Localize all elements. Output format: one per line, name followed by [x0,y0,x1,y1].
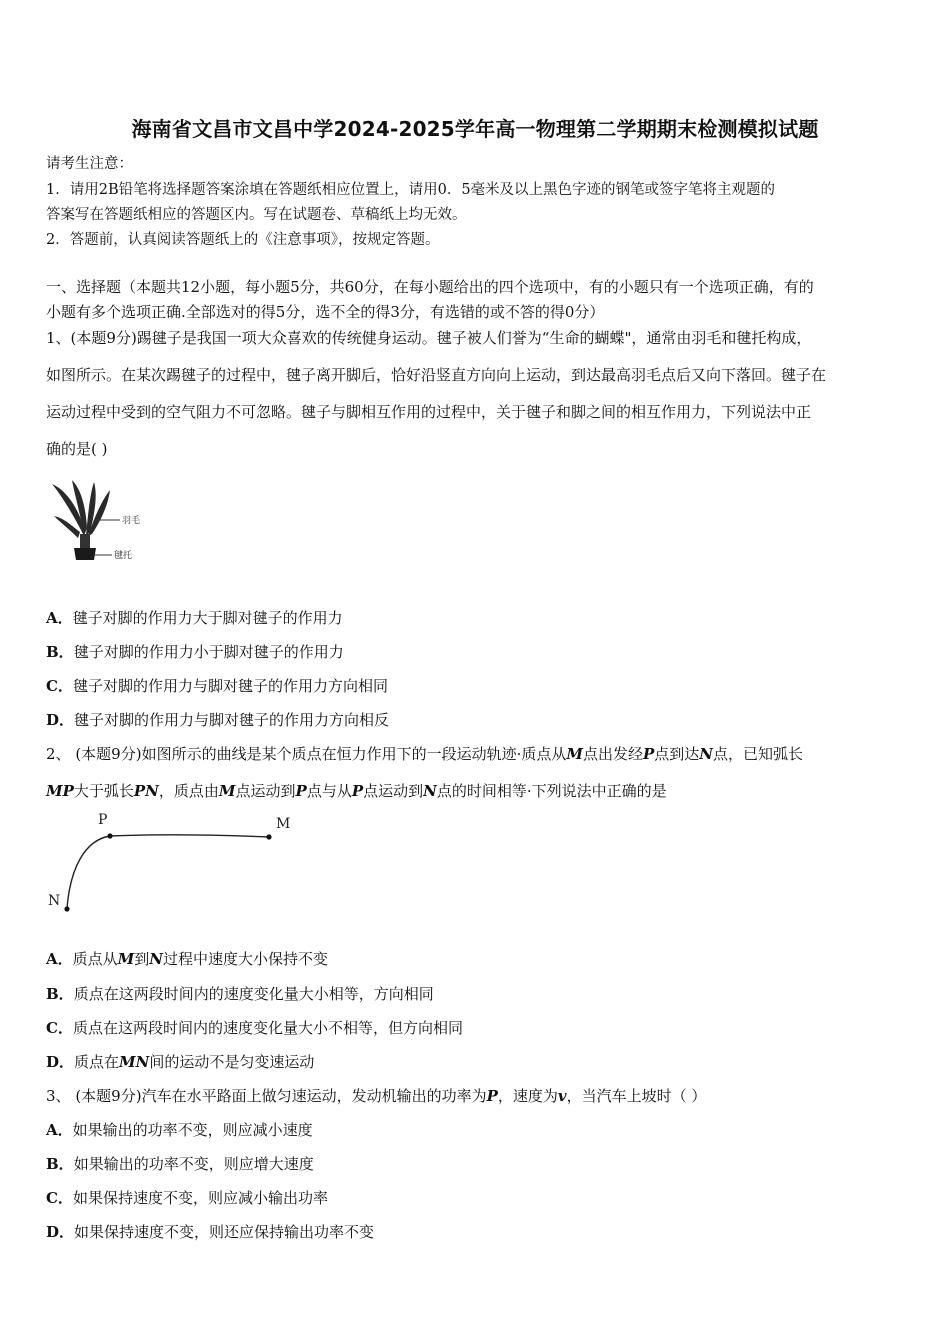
shuttlecock-figure [44,476,154,570]
notice-line-1a: 1．请用2B铅笔将选择题答案涂填在答题纸相应位置上，请用0．5毫米及以上黑色字迹的钢笔或签字笔将主观题的 [46,182,776,198]
trajectory-figure [40,808,310,918]
q1-option-a[interactable]: A．毽子对脚的作用力大于脚对毽子的作用力 [46,609,343,627]
q3-option-c[interactable]: C．如果保持速度不变，则应减小输出功率 [46,1189,328,1207]
fig-label-base: 毽托 [114,551,133,561]
label-m: M [276,816,291,832]
q2-option-d[interactable]: D．质点在MN间的运动不是匀变速运动 [46,1053,315,1071]
section-intro-line-2: 小题有多个选项正确.全部选对的得5分，选不全的得3分，有选错的或不答的得0分） [46,303,605,321]
base-drawing [74,548,96,560]
fig-label-feather: 羽毛 [122,516,141,526]
q1-line-1: 1、(本题9分)踢毽子是我国一项大众喜欢的传统健身运动。毽子被人们誉为“生命的蝴蝶"，通常由羽毛和毽托构成， [46,329,812,347]
q1-line-3: 运动过程中受到的空气阻力不可忽略。毽子与脚相互作用的过程中，关于毽子和脚之间的相互作用力，下列说法中正 [46,403,812,421]
quill-stem [80,534,90,548]
q1-line-2: 如图所示。在某次踢毽子的过程中，毽子离开脚后，恰好沿竖直方向向上运动，到达最高羽毛点后又向下落回。毽子在 [46,366,827,384]
q2-option-a[interactable]: A．质点从M到N过程中速度大小保持不变 [46,950,329,968]
point-p [107,833,112,838]
label-p: P [98,812,108,828]
q1-option-b[interactable]: B．毽子对脚的作用力小于脚对毽子的作用力 [46,643,344,661]
q3-stem: 3、 (本题9分)汽车在水平路面上做匀速运动，发动机输出的功率为P，速度为v，当汽车上坡时（ ） [46,1087,707,1105]
notice-line-2: 2．答题前，认真阅读答题纸上的《注意事项》，按规定答题。 [46,232,440,248]
label-n: N [48,893,61,909]
q2-line-2: MP大于弧长PN，质点由M点运动到P点与从P点运动到N点的时间相等·下列说法中正确的是 [46,782,667,800]
notice-line-1b: 答案写在答题纸相应的答题区内。写在试题卷、草稿纸上均无效。 [46,207,467,223]
q3-option-b[interactable]: B．如果输出的功率不变，则应增大速度 [46,1155,314,1173]
q2-option-c[interactable]: C．质点在这两段时间内的速度变化量大小不相等，但方向相同 [46,1019,463,1037]
trajectory-curve [67,835,269,909]
q1-option-c[interactable]: C．毽子对脚的作用力与脚对毽子的作用力方向相同 [46,677,388,695]
q1-option-d[interactable]: D．毽子对脚的作用力与脚对毽子的作用力方向相反 [46,711,390,729]
q3-option-a[interactable]: A．如果输出的功率不变，则应减小速度 [46,1121,313,1139]
feather-drawing [52,480,110,538]
q1-line-4: 确的是( ) [46,440,108,458]
page-title: 海南省文昌市文昌中学2024-2025学年高一物理第二学期期末检测模拟试题 [131,117,819,141]
section-intro-line-1: 一、选择题（本题共12小题，每小题5分，共60分，在每小题给出的四个选项中，有的小题只有一个选项正确，有的 [46,278,814,296]
q2-option-b[interactable]: B．质点在这两段时间内的速度变化量大小相等，方向相同 [46,985,434,1003]
q2-line-1: 2、 (本题9分)如图所示的曲线是某个质点在恒力作用下的一段运动轨迹·质点从M点出发经P点到达N点，已知弧长 [46,745,804,763]
notice-heading: 请考生注意： [46,156,133,172]
point-m [266,834,271,839]
q3-option-d[interactable]: D．如果保持速度不变，则还应保持输出功率不变 [46,1223,375,1241]
point-n [64,906,69,911]
